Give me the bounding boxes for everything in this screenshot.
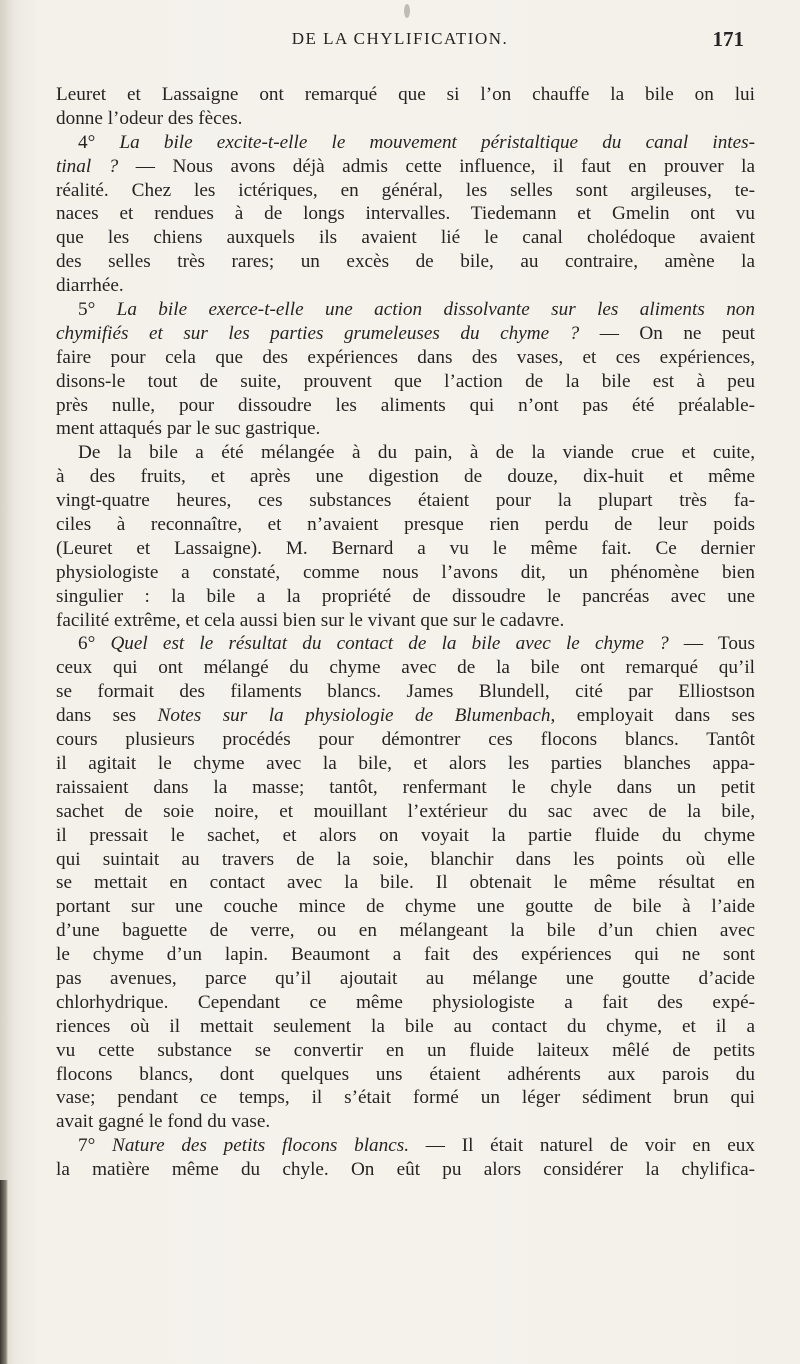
text-line	[56, 848, 755, 872]
text-segment: disons-le tout de suite, prouvent que l’action de la bile est à peu	[56, 370, 755, 392]
body-text	[56, 83, 755, 1182]
text-line	[56, 155, 755, 179]
text-line	[56, 489, 755, 513]
page-gutter-shadow	[0, 0, 14, 1364]
text-line	[56, 656, 755, 680]
text-segment: se formait des filaments blancs. James Blundell, cité par Elliostson	[56, 681, 755, 703]
text-line	[56, 202, 755, 226]
text-line	[56, 441, 755, 465]
text-segment: vase; pendant ce temps, il s’était formé un léger sédiment brun qui	[56, 1087, 755, 1109]
text-line	[56, 871, 755, 895]
text-segment: d’une baguette de verre, ou en mélangeant la bile d’un chien avec	[56, 920, 755, 942]
ink-spot	[404, 4, 410, 18]
text-segment: cours plusieurs procédés pour démontrer ces flocons blancs. Tantôt	[56, 729, 755, 751]
text-segment: — Tous	[668, 633, 755, 655]
running-head	[0, 24, 800, 54]
text-line	[56, 824, 755, 848]
italic-text: La bile excite-t-elle le mouvement péristaltique du canal intes-	[119, 131, 755, 153]
text-line	[56, 346, 755, 370]
text-segment: — Il était naturel de voir en eux	[409, 1135, 755, 1157]
text-segment: portant sur une couche mince de chyme une goutte de bile à l’aide	[56, 896, 755, 918]
text-line	[56, 298, 755, 322]
text-segment: près nulle, pour dissoudre les aliments qui n’ont pas été préalable-	[56, 394, 755, 416]
text-segment: le chyme d’un lapin. Beaumont a fait des expériences qui ne sont	[56, 944, 755, 966]
text-segment: donne l’odeur des fèces.	[56, 107, 243, 129]
text-line	[56, 800, 755, 824]
text-segment: 5°	[78, 299, 117, 321]
text-line	[56, 585, 755, 609]
text-segment: , employait dans ses	[550, 705, 756, 727]
text-segment: que les chiens auxquels ils avaient lié le canal cholédoque avaient	[56, 227, 755, 249]
text-segment: ment attaqués par le suc gastrique.	[56, 418, 321, 440]
text-line	[56, 561, 755, 585]
text-line	[56, 632, 755, 656]
text-segment: 4°	[78, 131, 120, 153]
text-segment: la matière même du chyle. On eût pu alors considérer la chylifica-	[56, 1159, 755, 1181]
text-line	[56, 370, 755, 394]
text-line	[56, 394, 755, 418]
text-line	[56, 513, 755, 537]
text-line	[56, 83, 755, 107]
text-line	[56, 226, 755, 250]
text-line	[56, 1134, 755, 1158]
text-line	[56, 895, 755, 919]
text-segment: avait gagné le fond du vase.	[56, 1111, 271, 1133]
text-segment: (Leuret et Lassaigne). M. Bernard a vu le même fait. Ce dernier	[56, 537, 755, 559]
text-segment: qui suintait au travers de la soie, blanchir dans les points où elle	[56, 848, 755, 870]
page-edge-stain	[0, 1180, 8, 1364]
text-segment: réalité. Chez les ictériques, en général, les selles sont argileuses, te-	[56, 179, 755, 201]
text-segment: des selles très rares; un excès de bile, au contraire, amène la	[56, 251, 755, 273]
text-line	[56, 537, 755, 561]
italic-text: Nature des petits flocons blancs.	[112, 1135, 410, 1157]
text-line	[56, 465, 755, 489]
page-number: 171	[712, 27, 744, 51]
text-line	[56, 107, 755, 131]
text-segment: De la bile a été mélangée à du pain, à de la viande crue et cuite,	[78, 442, 755, 464]
text-line	[56, 752, 755, 776]
italic-text: Notes sur la physiologie de Blumenbach	[157, 705, 551, 727]
text-line	[56, 943, 755, 967]
text-line	[56, 609, 755, 633]
text-line	[56, 1039, 755, 1063]
italic-text: tinal ?	[56, 155, 119, 177]
running-title: DE LA CHYLIFICATION.	[291, 29, 509, 48]
text-line	[56, 776, 755, 800]
text-segment: se mettait en contact avec la bile. Il obtenait le même résultat en	[56, 872, 755, 894]
text-segment: chlorhydrique. Cependant ce même physiologiste a fait des expé-	[56, 991, 755, 1013]
text-segment: riences où il mettait seulement la bile au contact du chyme, et il a	[56, 1015, 755, 1037]
text-segment: dans ses	[56, 705, 158, 727]
text-line	[56, 250, 755, 274]
italic-text: chymifiés et sur les parties grumeleuses du chyme ?	[56, 322, 580, 344]
text-line	[56, 967, 755, 991]
text-segment: singulier : la bile a la propriété de dissoudre le pancréas avec une	[56, 585, 755, 607]
text-segment: flocons blancs, dont quelques uns étaient adhérents aux parois du	[56, 1063, 755, 1085]
text-segment: vingt-quatre heures, ces substances étaient pour la plupart très fa-	[56, 490, 755, 512]
text-line	[56, 417, 755, 441]
text-line	[56, 1086, 755, 1110]
text-segment: 7°	[78, 1135, 113, 1157]
text-segment: Leuret et Lassaigne ont remarqué que si l’on chauffe la bile on lui	[56, 84, 755, 105]
text-segment: facilité extrême, et cela aussi bien sur le vivant que sur le cadavre.	[56, 609, 565, 631]
text-line	[56, 919, 755, 943]
text-line	[56, 274, 755, 298]
text-segment: 6°	[78, 633, 111, 655]
text-segment: diarrhée.	[56, 275, 124, 297]
text-segment: sachet de soie noire, et mouillant l’extérieur du sac avec de la bile,	[56, 800, 755, 822]
italic-text: La bile exerce-t-elle une action dissolvante sur les aliments non	[116, 299, 755, 321]
text-line	[56, 1158, 755, 1182]
text-line	[56, 179, 755, 203]
text-line	[56, 1110, 755, 1134]
text-segment: physiologiste a constaté, comme nous l’avons dit, un phénomène bien	[56, 561, 755, 583]
text-line	[56, 322, 755, 346]
text-segment: naces et rendues à de longs intervalles. Tiedemann et Gmelin ont vu	[56, 203, 755, 225]
text-segment: vu cette substance se convertir en un fluide laiteux mêlé de petits	[56, 1039, 755, 1061]
text-line	[56, 704, 755, 728]
text-segment: ciles à reconnaître, et n’avaient presque rien perdu de leur poids	[56, 514, 755, 536]
text-line	[56, 1063, 755, 1087]
text-segment: pas avenues, parce qu’il ajoutait au mélange une goutte d’acide	[56, 967, 755, 989]
text-segment: — Nous avons déjà admis cette influence, il faut en prouver la	[118, 155, 756, 177]
text-line	[56, 991, 755, 1015]
text-segment: faire pour cela que des expériences dans des vases, et ces expériences,	[56, 346, 755, 368]
text-segment: il agitait le chyme avec la bile, et alors les parties blanches appa-	[56, 752, 755, 774]
italic-text: Quel est le résultat du contact de la bile avec le chyme ?	[110, 633, 669, 655]
text-line	[56, 728, 755, 752]
text-segment: il pressait le sachet, et alors on voyait la partie fluide du chyme	[56, 824, 755, 846]
text-line	[56, 680, 755, 704]
text-segment: ceux qui ont mélangé du chyme avec de la bile ont remarqué qu’il	[56, 657, 755, 679]
text-segment: à des fruits, et après une digestion de douze, dix-huit et même	[56, 466, 755, 488]
text-segment: raissaient dans la masse; tantôt, renfermant le chyle dans un petit	[56, 776, 755, 798]
text-line	[56, 131, 755, 155]
text-line	[56, 1015, 755, 1039]
text-segment: — On ne peut	[579, 322, 755, 344]
